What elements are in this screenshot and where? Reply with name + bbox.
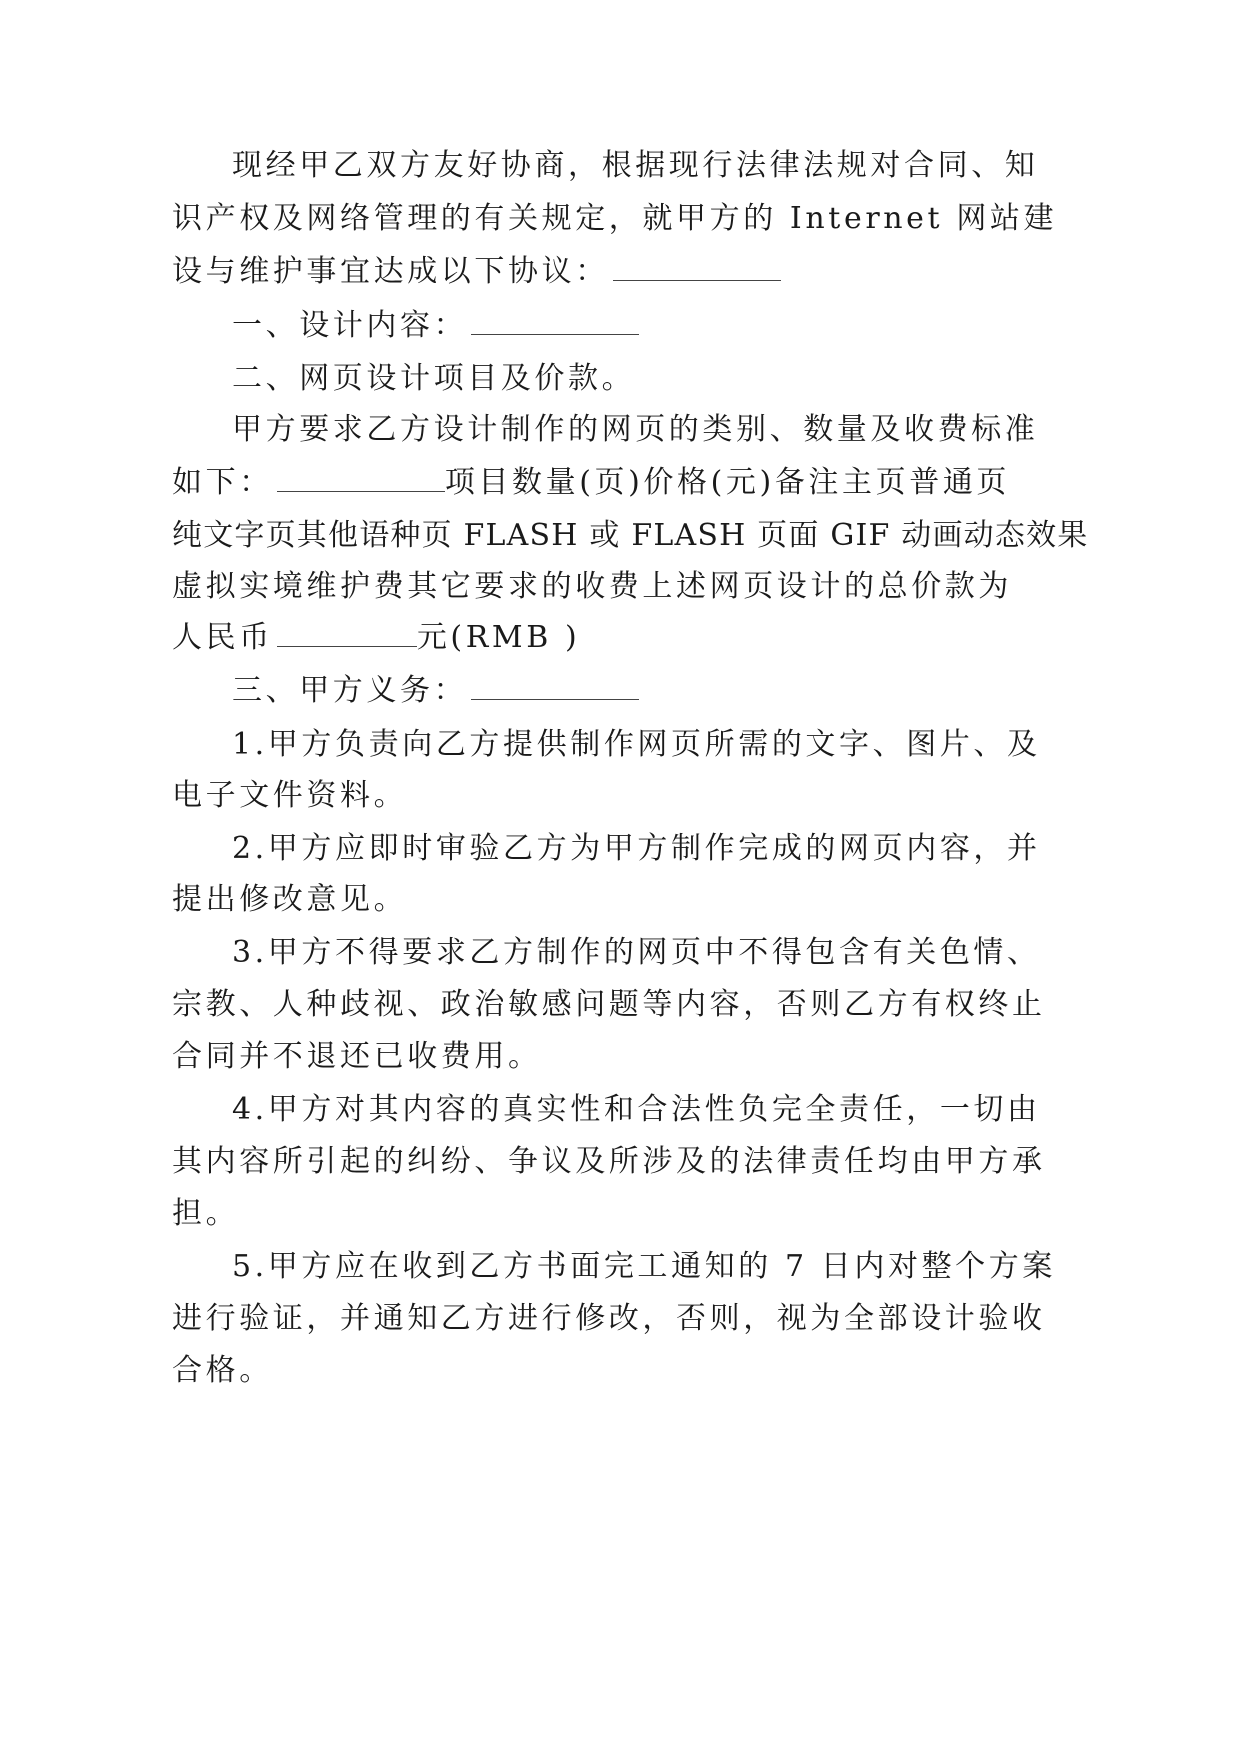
item-5-text-3: 合格。 — [172, 1353, 273, 1388]
section-2-text-5b: 元(RMB ) — [416, 620, 581, 655]
item-1-text-2: 电子文件资料。 — [172, 778, 408, 813]
section-3-title: 三、甲方义务： — [232, 673, 468, 708]
fill-blank[interactable] — [471, 310, 639, 335]
fill-blank[interactable] — [471, 675, 639, 700]
section-2-line-4 — [172, 567, 1012, 607]
fill-blank[interactable] — [277, 622, 417, 647]
item-3-text-1: 3.甲方不得要求乙方制作的网页中不得包含有关色情、 — [232, 935, 1041, 970]
section-2-line-1 — [232, 410, 1038, 450]
section-heading-3 — [232, 671, 639, 711]
item-3-text-2: 宗教、人种歧视、政治敏感问题等内容，否则乙方有权终止 — [172, 987, 1046, 1022]
section-2-text-3: 纯文字页其他语种页 FLASH 或 FLASH 页面 GIF 动画动态效果 — [172, 518, 1089, 553]
fill-blank[interactable] — [277, 467, 445, 492]
section-2-line-5 — [172, 618, 580, 658]
section-2-line-3 — [172, 516, 1088, 556]
item-5-line-3 — [172, 1351, 273, 1391]
item-4-line-3 — [172, 1194, 239, 1234]
intro-line-2 — [172, 199, 1057, 239]
section-2-text-5a: 人民币 — [172, 620, 273, 655]
section-2-text-4: 虚拟实境维护费其它要求的收费上述网页设计的总价款为 — [172, 569, 1012, 604]
item-3-text-3: 合同并不退还已收费用。 — [172, 1039, 542, 1074]
intro-text-1: 现经甲乙双方友好协商，根据现行法律法规对合同、知 — [232, 148, 1039, 183]
section-heading-2 — [232, 359, 635, 399]
item-5-text-1: 5.甲方应在收到乙方书面完工通知的 7 日内对整个方案 — [232, 1249, 1056, 1284]
section-2-line-2 — [172, 463, 1010, 503]
item-3-line-1 — [232, 933, 1041, 973]
item-5-line-2 — [172, 1299, 1046, 1339]
item-4-text-3: 担。 — [172, 1196, 240, 1231]
section-2-text-2b: 项目数量(页)价格(元)备注主页普通页 — [444, 465, 1011, 500]
item-4-line-1 — [232, 1090, 1041, 1130]
item-2-text-1: 2.甲方应即时审验乙方为甲方制作完成的网页内容，并 — [232, 831, 1041, 866]
item-2-text-2: 提出修改意见。 — [172, 882, 408, 917]
section-1-title: 一、设计内容： — [232, 308, 468, 343]
item-5-line-1 — [232, 1247, 1056, 1287]
fill-blank[interactable] — [613, 256, 781, 281]
item-2-line-2 — [172, 880, 407, 920]
intro-line-1 — [232, 146, 1038, 186]
section-heading-1 — [232, 306, 639, 346]
section-2-text-1: 甲方要求乙方设计制作的网页的类别、数量及收费标准 — [232, 412, 1039, 447]
intro-text-2: 识产权及网络管理的有关规定，就甲方的 Internet 网站建 — [172, 201, 1058, 236]
item-3-line-3 — [172, 1037, 542, 1077]
section-2-title: 二、网页设计项目及价款。 — [232, 361, 636, 396]
item-1-line-2 — [172, 776, 407, 816]
item-1-text-1: 1.甲方负责向乙方提供制作网页所需的文字、图片、及 — [232, 727, 1041, 762]
item-4-text-1: 4.甲方对其内容的真实性和合法性负完全责任，一切由 — [232, 1092, 1041, 1127]
section-2-text-2a: 如下： — [172, 465, 273, 500]
item-2-line-1 — [232, 829, 1041, 869]
item-3-line-2 — [172, 985, 1046, 1025]
intro-text-3: 设与维护事宜达成以下协议： — [172, 254, 609, 289]
item-5-text-2: 进行验证，并通知乙方进行修改，否则，视为全部设计验收 — [172, 1301, 1046, 1336]
item-4-line-2 — [172, 1142, 1046, 1182]
intro-line-3 — [172, 252, 781, 292]
item-1-line-1 — [232, 725, 1041, 765]
item-4-text-2: 其内容所引起的纠纷、争议及所涉及的法律责任均由甲方承 — [172, 1144, 1046, 1179]
